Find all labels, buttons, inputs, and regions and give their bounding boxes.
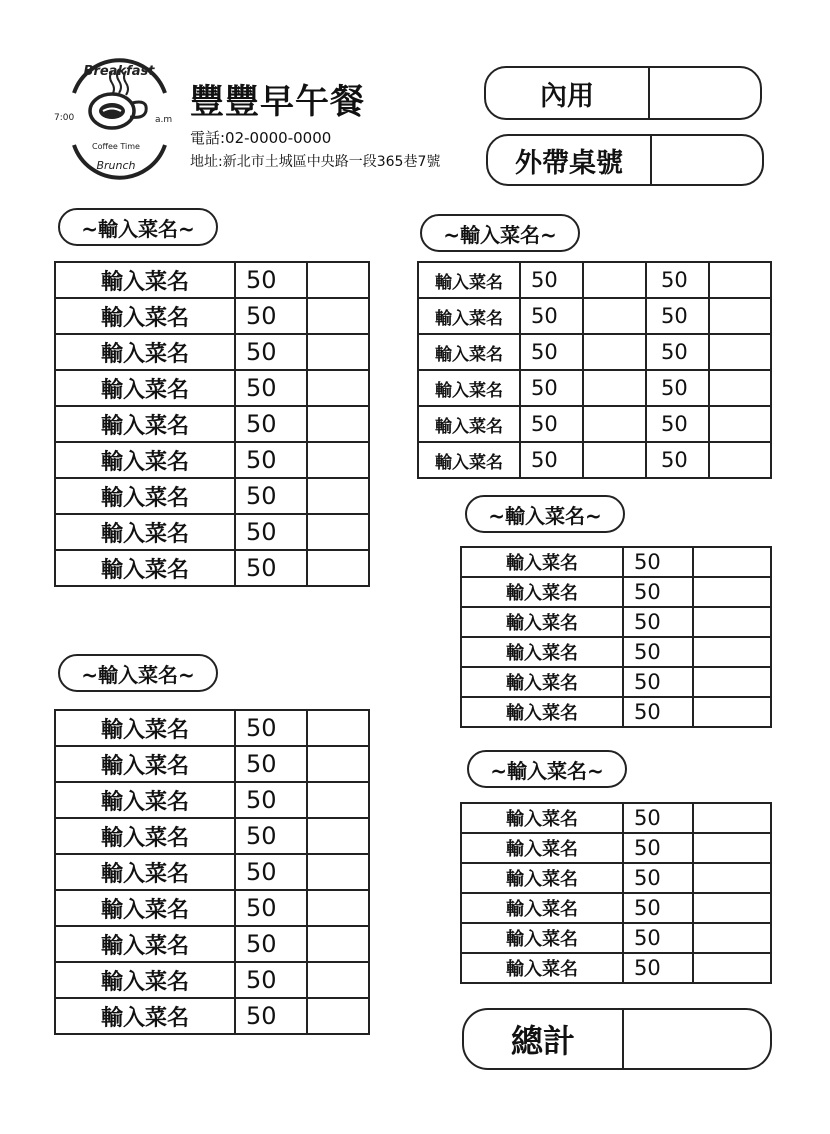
table-row xyxy=(55,478,369,514)
table-row xyxy=(461,893,771,923)
item-qty-2[interactable] xyxy=(709,406,771,442)
item-price[interactable]: 50 xyxy=(520,334,583,370)
table-row xyxy=(418,370,771,406)
item-name[interactable]: 輸入菜名 xyxy=(461,893,623,923)
item-qty[interactable] xyxy=(307,478,369,514)
total-divider xyxy=(622,1010,624,1068)
table-row xyxy=(55,818,369,854)
item-price[interactable]: 50 xyxy=(235,854,307,890)
item-name[interactable]: 輸入菜名 xyxy=(461,923,623,953)
shop-name: 豐豐早午餐 xyxy=(190,82,365,122)
menu-table-right-top xyxy=(417,261,772,479)
table-row xyxy=(55,298,369,334)
item-price[interactable]: 50 xyxy=(235,478,307,514)
item-price[interactable]: 50 xyxy=(623,637,693,667)
table-row xyxy=(55,442,369,478)
item-name[interactable]: 輸入菜名 xyxy=(461,953,623,983)
item-qty[interactable] xyxy=(307,298,369,334)
section-title-right-bottom: ~輸入菜名~ xyxy=(467,750,627,788)
item-qty[interactable] xyxy=(693,863,771,893)
shop-phone: 電話:02-0000-0000 xyxy=(190,129,332,147)
item-qty[interactable] xyxy=(307,370,369,406)
item-qty[interactable] xyxy=(307,890,369,926)
item-qty[interactable] xyxy=(307,406,369,442)
dine-in-label: 內用 xyxy=(540,80,594,112)
table-row xyxy=(418,406,771,442)
item-qty[interactable] xyxy=(693,923,771,953)
item-qty[interactable] xyxy=(307,962,369,998)
item-name[interactable]: 輸入菜名 xyxy=(55,478,235,514)
table-row xyxy=(461,803,771,833)
item-price[interactable]: 50 xyxy=(623,803,693,833)
item-qty[interactable] xyxy=(693,637,771,667)
item-qty[interactable] xyxy=(693,697,771,727)
item-price[interactable]: 50 xyxy=(623,833,693,863)
item-price-2[interactable]: 50 xyxy=(646,442,709,478)
item-name[interactable]: 輸入菜名 xyxy=(55,262,235,298)
item-qty[interactable] xyxy=(307,442,369,478)
total-box[interactable] xyxy=(462,1008,772,1070)
table-row xyxy=(55,782,369,818)
logo-right-time: a.m xyxy=(155,115,173,125)
item-qty[interactable] xyxy=(693,577,771,607)
item-qty[interactable] xyxy=(307,782,369,818)
table-row xyxy=(55,962,369,998)
item-qty[interactable] xyxy=(693,607,771,637)
shop-address: 地址:新北市土城區中央路一段365巷7號 xyxy=(190,154,441,170)
item-price[interactable]: 50 xyxy=(520,406,583,442)
item-qty[interactable] xyxy=(583,370,646,406)
item-qty[interactable] xyxy=(307,710,369,746)
item-price[interactable]: 50 xyxy=(235,550,307,586)
table-row xyxy=(461,697,771,727)
item-price[interactable]: 50 xyxy=(520,370,583,406)
menu-table-right-bottom xyxy=(460,802,772,984)
item-qty[interactable] xyxy=(693,953,771,983)
item-price[interactable]: 50 xyxy=(235,406,307,442)
item-price[interactable]: 50 xyxy=(520,262,583,298)
item-price-2[interactable]: 50 xyxy=(646,334,709,370)
table-row xyxy=(55,514,369,550)
item-name[interactable]: 輸入菜名 xyxy=(55,370,235,406)
item-qty[interactable] xyxy=(583,262,646,298)
item-name[interactable]: 輸入菜名 xyxy=(418,442,520,478)
item-name[interactable]: 輸入菜名 xyxy=(461,803,623,833)
item-qty-2[interactable] xyxy=(709,334,771,370)
total-label: 總計 xyxy=(510,1022,575,1060)
item-name[interactable]: 輸入菜名 xyxy=(418,406,520,442)
item-price[interactable]: 50 xyxy=(623,667,693,697)
coffee-logo xyxy=(52,55,187,185)
item-qty-2[interactable] xyxy=(709,262,771,298)
section-title-right-top: ~輸入菜名~ xyxy=(420,214,580,252)
item-name[interactable]: 輸入菜名 xyxy=(461,607,623,637)
item-name[interactable]: 輸入菜名 xyxy=(55,818,235,854)
item-price[interactable]: 50 xyxy=(623,923,693,953)
item-price[interactable]: 50 xyxy=(235,370,307,406)
section-title-left-top: ~輸入菜名~ xyxy=(58,208,218,246)
table-row xyxy=(55,890,369,926)
item-qty[interactable] xyxy=(307,262,369,298)
item-price[interactable]: 50 xyxy=(235,298,307,334)
item-price[interactable]: 50 xyxy=(235,334,307,370)
item-price[interactable]: 50 xyxy=(520,298,583,334)
item-name[interactable]: 輸入菜名 xyxy=(55,746,235,782)
table-row xyxy=(461,863,771,893)
item-qty[interactable] xyxy=(307,746,369,782)
item-name[interactable]: 輸入菜名 xyxy=(55,514,235,550)
table-row xyxy=(461,667,771,697)
menu-table-left-top xyxy=(54,261,370,587)
table-row xyxy=(55,334,369,370)
item-price[interactable]: 50 xyxy=(235,818,307,854)
section-title-left-bottom: ~輸入菜名~ xyxy=(58,654,218,692)
item-qty[interactable] xyxy=(307,334,369,370)
menu-table-right-mid xyxy=(460,546,772,728)
item-name[interactable]: 輸入菜名 xyxy=(418,298,520,334)
logo-left-time: 7:00 xyxy=(54,113,75,123)
table-row xyxy=(461,833,771,863)
item-qty[interactable] xyxy=(307,514,369,550)
table-row xyxy=(418,442,771,478)
item-qty[interactable] xyxy=(693,833,771,863)
dine-in-divider xyxy=(648,68,650,118)
item-name[interactable]: 輸入菜名 xyxy=(461,547,623,577)
item-name[interactable]: 輸入菜名 xyxy=(55,962,235,998)
item-price[interactable]: 50 xyxy=(235,514,307,550)
item-name[interactable]: 輸入菜名 xyxy=(418,262,520,298)
section-title-right-mid: ~輸入菜名~ xyxy=(465,495,625,533)
item-qty[interactable] xyxy=(693,803,771,833)
table-row xyxy=(55,370,369,406)
item-name[interactable]: 輸入菜名 xyxy=(461,577,623,607)
item-price[interactable]: 50 xyxy=(623,547,693,577)
item-name[interactable]: 輸入菜名 xyxy=(55,334,235,370)
item-price[interactable]: 50 xyxy=(235,890,307,926)
item-price-2[interactable]: 50 xyxy=(646,298,709,334)
table-row xyxy=(418,334,771,370)
table-row xyxy=(55,262,369,298)
item-qty[interactable] xyxy=(307,998,369,1034)
item-price[interactable]: 50 xyxy=(623,893,693,923)
item-price[interactable]: 50 xyxy=(235,746,307,782)
item-qty[interactable] xyxy=(693,547,771,577)
table-row xyxy=(461,637,771,667)
item-price[interactable]: 50 xyxy=(623,607,693,637)
item-price[interactable]: 50 xyxy=(520,442,583,478)
item-name[interactable]: 輸入菜名 xyxy=(55,854,235,890)
item-qty[interactable] xyxy=(307,926,369,962)
item-price[interactable]: 50 xyxy=(623,697,693,727)
item-qty[interactable] xyxy=(693,667,771,697)
item-price[interactable]: 50 xyxy=(623,863,693,893)
logo-bottom-text: Brunch xyxy=(96,159,136,172)
table-row xyxy=(55,710,369,746)
table-row xyxy=(461,607,771,637)
dine-in-box[interactable] xyxy=(484,66,762,120)
item-name[interactable]: 輸入菜名 xyxy=(55,406,235,442)
item-qty-2[interactable] xyxy=(709,442,771,478)
item-qty[interactable] xyxy=(583,442,646,478)
item-name[interactable]: 輸入菜名 xyxy=(55,298,235,334)
table-row xyxy=(55,746,369,782)
item-price[interactable]: 50 xyxy=(235,998,307,1034)
item-name[interactable]: 輸入菜名 xyxy=(461,833,623,863)
item-price[interactable]: 50 xyxy=(235,262,307,298)
item-price[interactable]: 50 xyxy=(235,926,307,962)
item-qty[interactable] xyxy=(583,298,646,334)
item-price[interactable]: 50 xyxy=(235,710,307,746)
item-qty[interactable] xyxy=(693,893,771,923)
item-price[interactable]: 50 xyxy=(623,577,693,607)
item-name[interactable]: 輸入菜名 xyxy=(418,334,520,370)
menu-table-left-bottom xyxy=(54,709,370,1035)
item-price[interactable]: 50 xyxy=(235,962,307,998)
item-price[interactable]: 50 xyxy=(623,953,693,983)
item-name[interactable]: 輸入菜名 xyxy=(55,782,235,818)
item-name[interactable]: 輸入菜名 xyxy=(55,890,235,926)
item-qty[interactable] xyxy=(307,550,369,586)
table-row xyxy=(55,550,369,586)
table-row xyxy=(461,923,771,953)
table-row xyxy=(461,577,771,607)
item-name[interactable]: 輸入菜名 xyxy=(461,637,623,667)
item-name[interactable]: 輸入菜名 xyxy=(55,442,235,478)
item-name[interactable]: 輸入菜名 xyxy=(461,697,623,727)
item-name[interactable]: 輸入菜名 xyxy=(55,550,235,586)
table-row xyxy=(418,298,771,334)
item-price-2[interactable]: 50 xyxy=(646,406,709,442)
takeout-box[interactable] xyxy=(486,134,764,186)
table-row xyxy=(55,406,369,442)
item-name[interactable]: 輸入菜名 xyxy=(55,998,235,1034)
item-qty-2[interactable] xyxy=(709,298,771,334)
table-row xyxy=(55,998,369,1034)
table-row xyxy=(55,926,369,962)
item-qty[interactable] xyxy=(583,406,646,442)
table-row xyxy=(55,854,369,890)
item-name[interactable]: 輸入菜名 xyxy=(461,667,623,697)
takeout-divider xyxy=(650,136,652,184)
item-qty[interactable] xyxy=(307,854,369,890)
item-name[interactable]: 輸入菜名 xyxy=(55,710,235,746)
item-qty-2[interactable] xyxy=(709,370,771,406)
item-name[interactable]: 輸入菜名 xyxy=(461,863,623,893)
logo-center-text: Coffee Time xyxy=(92,142,140,151)
item-qty[interactable] xyxy=(307,818,369,854)
item-qty[interactable] xyxy=(583,334,646,370)
item-price[interactable]: 50 xyxy=(235,442,307,478)
item-price-2[interactable]: 50 xyxy=(646,262,709,298)
table-row xyxy=(461,953,771,983)
table-row xyxy=(418,262,771,298)
item-name[interactable]: 輸入菜名 xyxy=(55,926,235,962)
logo-top-text: Breakfast xyxy=(83,64,155,79)
takeout-label: 外帶桌號 xyxy=(515,147,623,179)
item-price[interactable]: 50 xyxy=(235,782,307,818)
item-price-2[interactable]: 50 xyxy=(646,370,709,406)
item-name[interactable]: 輸入菜名 xyxy=(418,370,520,406)
table-row xyxy=(461,547,771,577)
